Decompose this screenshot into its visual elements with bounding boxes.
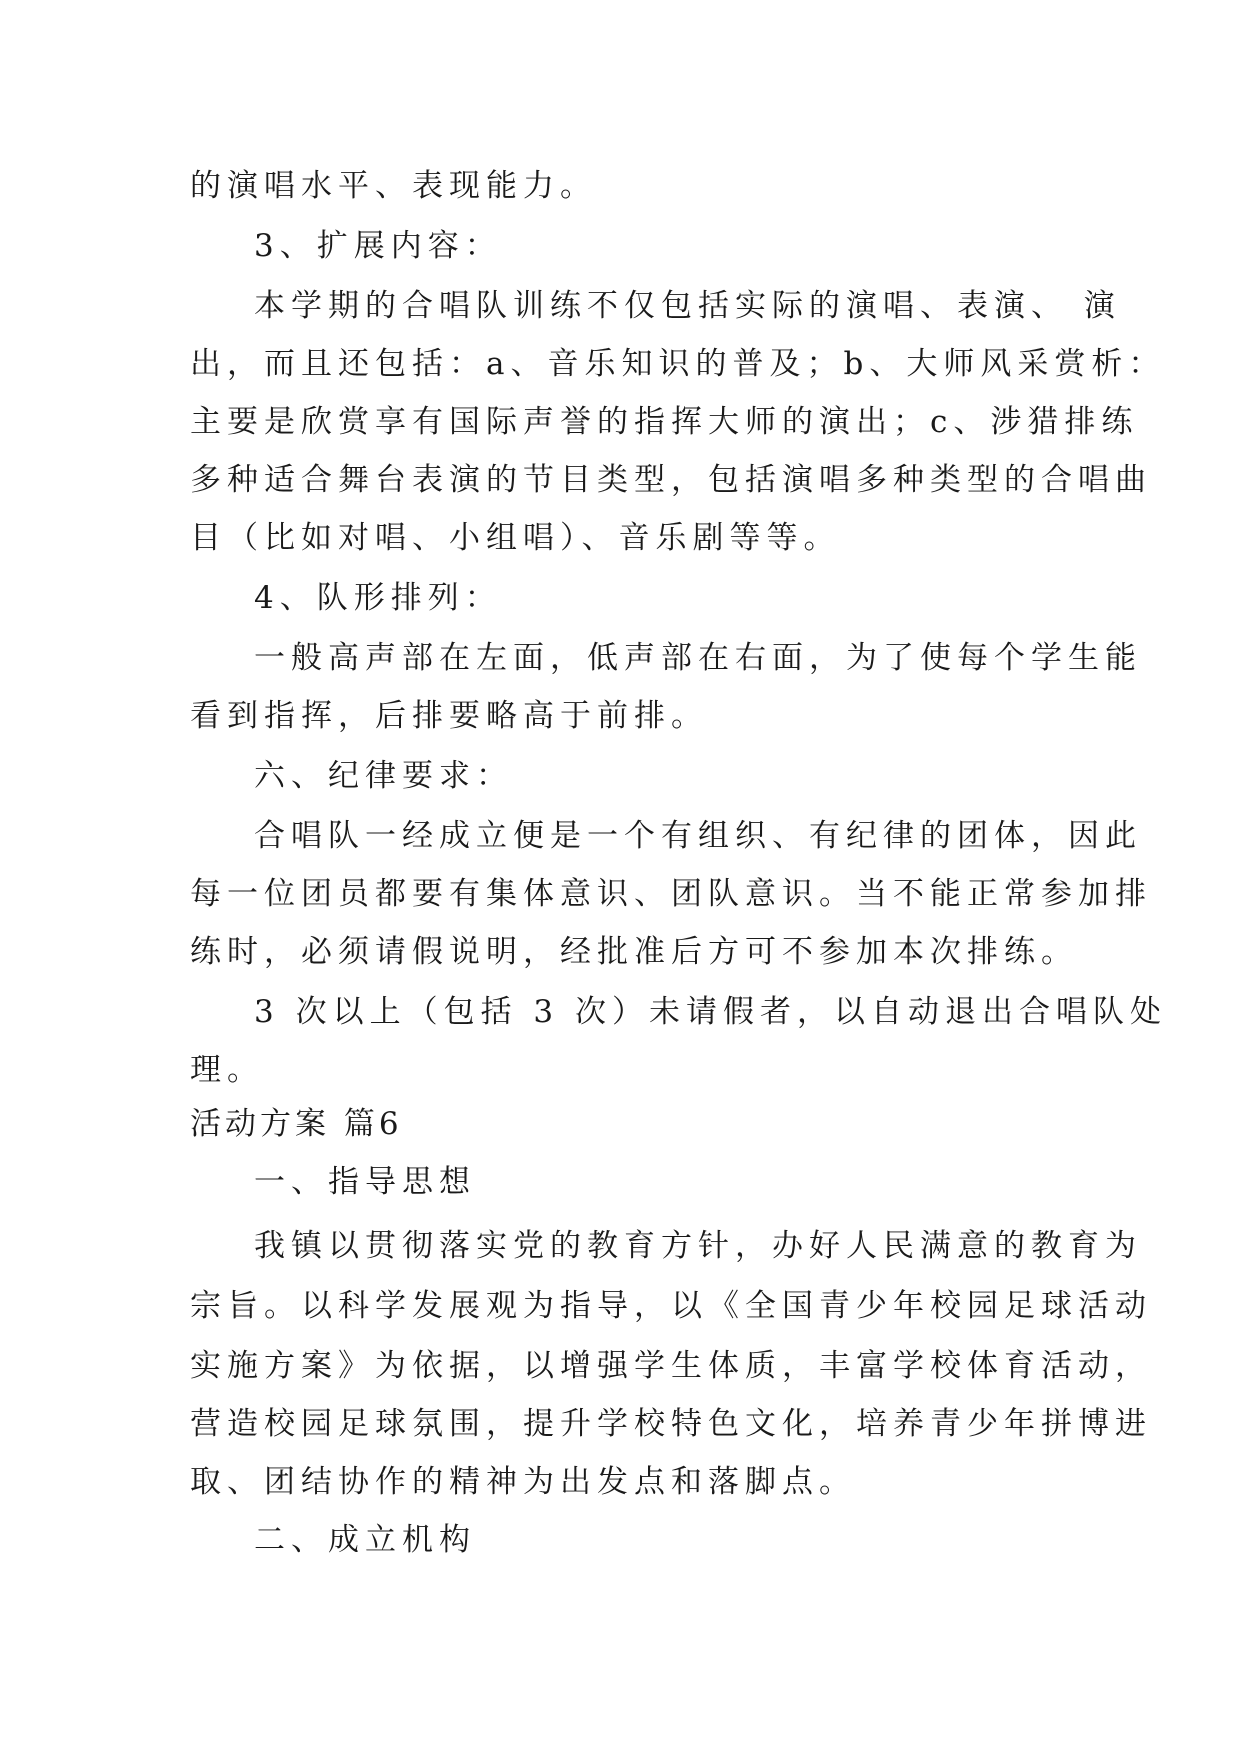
paragraph-line: 合唱队一经成立便是一个有组织、有纪律的团体，因此: [254, 818, 1142, 854]
paragraph-line: 练时，必须请假说明，经批准后方可不参加本次排练。: [190, 934, 1078, 970]
paragraph-line: 每一位团员都要有集体意识、团队意识。当不能正常参加排: [190, 876, 1152, 912]
paragraph-line: 理。: [190, 1052, 264, 1088]
paragraph-line: 3 次以上（包括 3 次）未请假者，以自动退出合唱队处: [254, 994, 1168, 1030]
section-heading: 六、纪律要求：: [254, 758, 513, 794]
paragraph-line: 我镇以贯彻落实党的教育方针，办好人民满意的教育为: [254, 1228, 1142, 1264]
paragraph-line: 主要是欣赏享有国际声誉的指挥大师的演出；c、涉猎排练: [190, 404, 1139, 440]
paragraph-line: 宗旨。以科学发展观为指导，以《全国青少年校园足球活动: [190, 1288, 1152, 1324]
paragraph-line: 看到指挥，后排要略高于前排。: [190, 698, 708, 734]
section-heading: 二、成立机构: [254, 1522, 476, 1558]
document-title: 活动方案 篇6: [190, 1106, 403, 1142]
paragraph-line: 营造校园足球氛围，提升学校特色文化，培养青少年拼博进: [190, 1406, 1152, 1442]
paragraph-line: 一般高声部在左面，低声部在右面，为了使每个学生能: [254, 640, 1142, 676]
paragraph-line: 的演唱水平、表现能力。: [190, 168, 597, 204]
paragraph-line: 实施方案》为依据，以增强学生体质，丰富学校体育活动，: [190, 1348, 1152, 1384]
paragraph-line: 本学期的合唱队训练不仅包括实际的演唱、表演、 演: [254, 288, 1121, 324]
section-heading: 一、指导思想: [254, 1164, 476, 1200]
paragraph-line: 多种适合舞台表演的节目类型，包括演唱多种类型的合唱曲: [190, 462, 1152, 498]
paragraph-line: 出，而且还包括：a、音乐知识的普及；b、大师风采赏析：: [190, 346, 1166, 382]
section-heading: 4、队形排列：: [254, 580, 502, 616]
paragraph-line: 目（比如对唱、小组唱）、音乐剧等等。: [190, 520, 841, 556]
paragraph-line: 取、团结协作的精神为出发点和落脚点。: [190, 1464, 856, 1500]
section-heading: 3、扩展内容：: [254, 228, 502, 264]
